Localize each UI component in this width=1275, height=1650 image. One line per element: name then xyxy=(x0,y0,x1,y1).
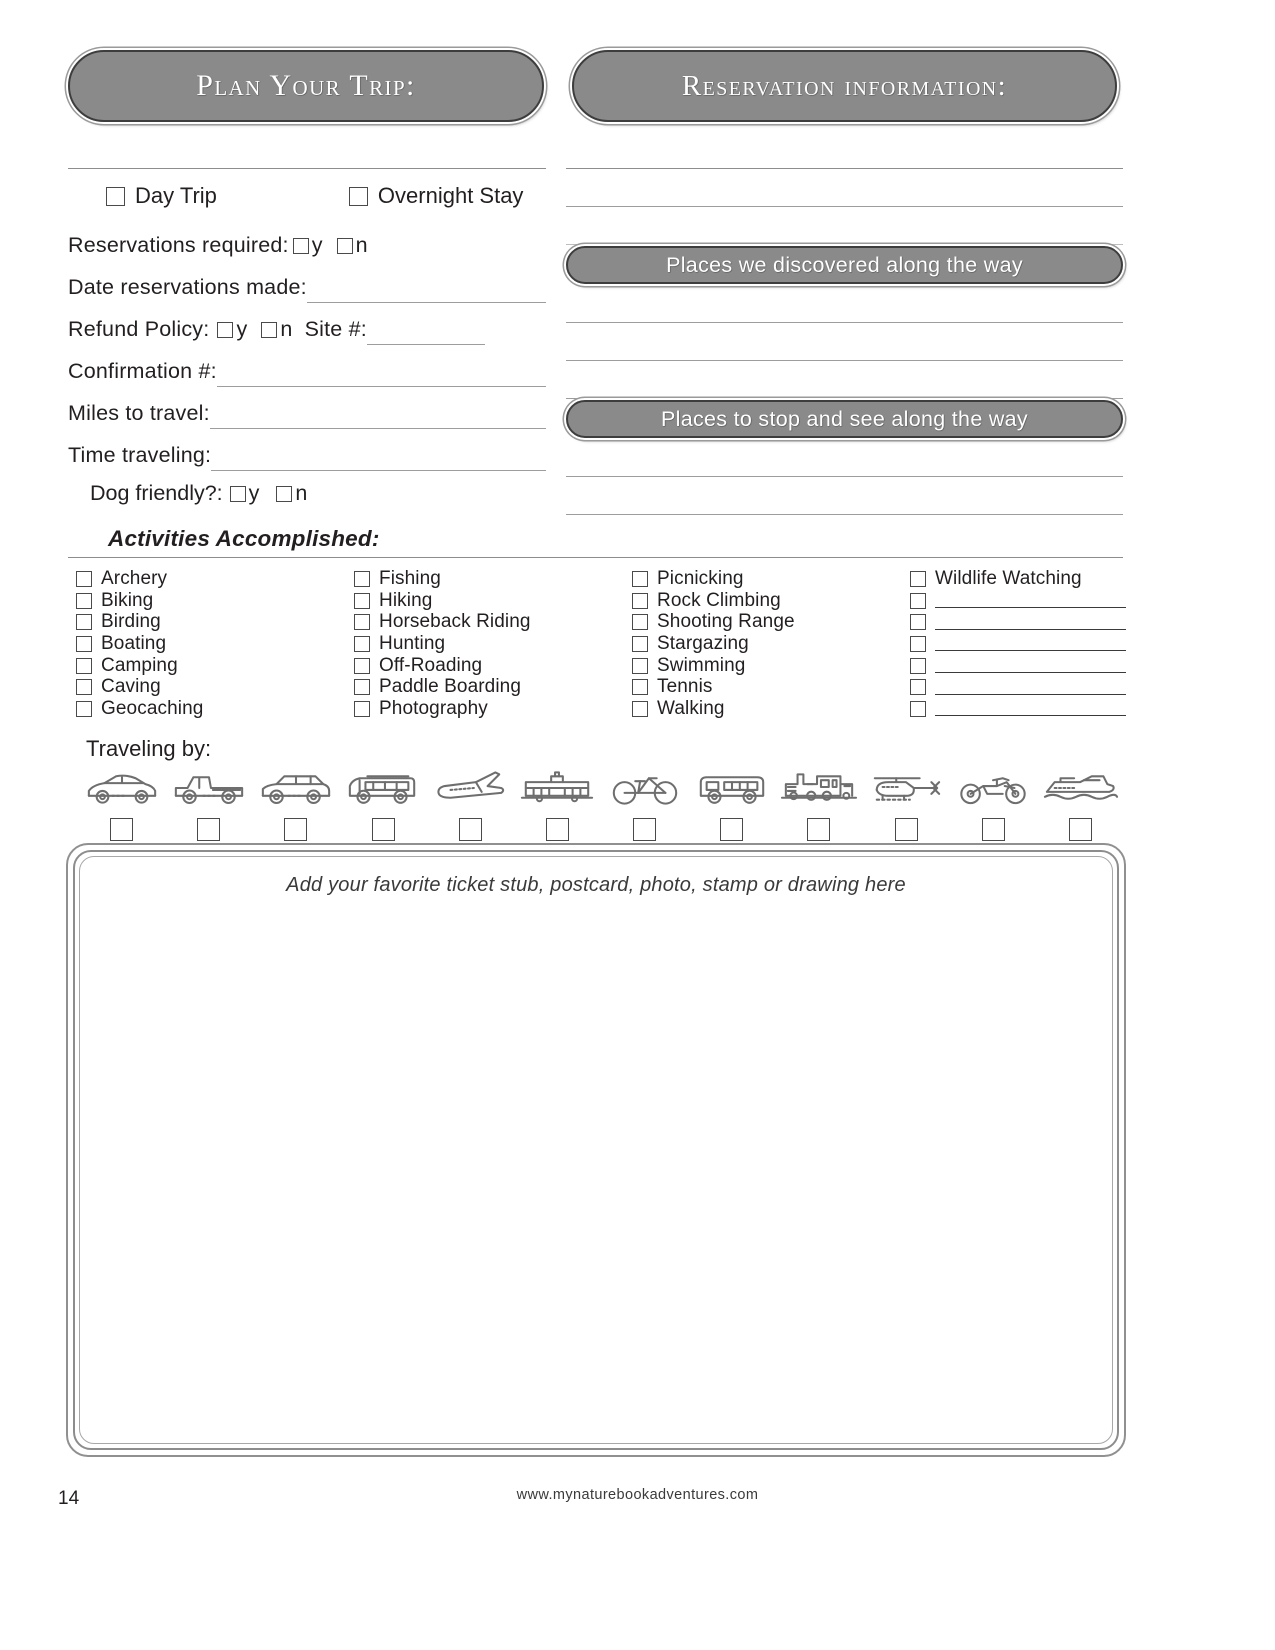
vehicle-checkbox[interactable] xyxy=(197,818,220,841)
activity-checkbox[interactable] xyxy=(354,701,370,717)
discovered-line-2[interactable] xyxy=(566,207,1123,245)
activity-item[interactable] xyxy=(632,611,910,633)
photo-frame[interactable] xyxy=(66,843,1126,1457)
refund-policy-label: Refund Policy: xyxy=(68,317,210,341)
tram-icon xyxy=(518,768,596,808)
page-number: 14 xyxy=(58,1488,80,1509)
activity-checkbox[interactable] xyxy=(632,614,648,630)
dog-friendly-no-label: n xyxy=(295,481,308,505)
refund-policy-yes-label: y xyxy=(236,317,248,341)
activity-write-in[interactable] xyxy=(910,611,1126,633)
vehicle-option-rv-camper[interactable] xyxy=(339,768,426,841)
activity-checkbox[interactable] xyxy=(910,658,926,674)
activity-checkbox[interactable] xyxy=(354,593,370,609)
vehicle-checkbox[interactable] xyxy=(284,818,307,841)
activity-write-in[interactable] xyxy=(910,633,1126,655)
activity-checkbox[interactable] xyxy=(632,593,648,609)
stop-line-3[interactable] xyxy=(566,515,1123,553)
activity-write-in[interactable] xyxy=(910,655,1126,677)
activities-column-3 xyxy=(632,568,910,720)
activity-label: Swimming xyxy=(657,654,746,676)
date-reservations-made-row xyxy=(68,261,546,303)
activity-checkbox[interactable] xyxy=(76,636,92,652)
vehicle-checkbox[interactable] xyxy=(1069,818,1092,841)
places-to-stop-banner: Places to stop and see along the way xyxy=(566,400,1123,438)
activity-label: Archery xyxy=(101,567,168,589)
activity-checkbox[interactable] xyxy=(76,571,92,587)
activities-column-1 xyxy=(76,568,354,720)
vehicle-option-pickup-truck[interactable] xyxy=(165,768,252,841)
dog-friendly-yes-label: y xyxy=(248,481,260,505)
activity-checkbox[interactable] xyxy=(354,679,370,695)
trip-type-row xyxy=(68,169,546,219)
time-traveling-input[interactable] xyxy=(211,445,546,471)
site-number-input[interactable] xyxy=(367,319,485,345)
suv-icon xyxy=(257,768,335,808)
vehicle-checkbox[interactable] xyxy=(110,818,133,841)
traveling-by-label: Traveling by: xyxy=(86,736,212,761)
activity-checkbox[interactable] xyxy=(76,679,92,695)
activity-checkbox[interactable] xyxy=(354,571,370,587)
activity-checkbox[interactable] xyxy=(910,593,926,609)
activity-label: Biking xyxy=(101,589,154,611)
activities-column-4 xyxy=(910,568,1126,720)
traveling-by-icons xyxy=(78,768,1124,841)
activity-item[interactable] xyxy=(910,568,1126,590)
activity-item[interactable] xyxy=(632,698,910,720)
plan-your-trip-section xyxy=(68,168,546,552)
day-trip-checkbox[interactable] xyxy=(106,187,125,206)
activity-label: Horseback Riding xyxy=(379,611,531,633)
activity-checkbox[interactable] xyxy=(910,571,926,587)
activity-label: Paddle Boarding xyxy=(379,676,521,698)
activity-label: Shooting Range xyxy=(657,611,795,633)
activity-checkbox[interactable] xyxy=(632,658,648,674)
discovered-line-1[interactable] xyxy=(566,169,1123,207)
activity-write-in-line[interactable] xyxy=(935,593,1126,608)
pickup-truck-icon xyxy=(170,768,248,808)
car-icon xyxy=(83,768,161,808)
activity-checkbox[interactable] xyxy=(632,701,648,717)
activity-write-in-line[interactable] xyxy=(935,636,1126,651)
activity-label: Walking xyxy=(657,697,725,719)
refund-policy-row xyxy=(68,303,546,345)
helicopter-icon xyxy=(867,768,945,808)
stop-line-2[interactable] xyxy=(566,477,1123,515)
vehicle-checkbox[interactable] xyxy=(372,818,395,841)
vehicle-checkbox[interactable] xyxy=(895,818,918,841)
airplane-icon xyxy=(431,768,509,808)
activity-label: Caving xyxy=(101,676,161,698)
vehicle-checkbox[interactable] xyxy=(720,818,743,841)
activity-label: Hunting xyxy=(379,632,446,654)
vehicle-option-motorcycle[interactable] xyxy=(950,768,1037,841)
overnight-stay-checkbox[interactable] xyxy=(349,187,368,206)
activity-checkbox[interactable] xyxy=(910,614,926,630)
activity-label: Picnicking xyxy=(657,567,744,589)
activity-item[interactable] xyxy=(354,633,632,655)
refund-policy-yes-checkbox[interactable] xyxy=(217,322,233,338)
time-traveling-label: Time traveling: xyxy=(68,443,212,467)
activity-write-in[interactable] xyxy=(910,590,1126,612)
activity-item[interactable] xyxy=(76,590,354,612)
places-discovered-banner: Places we discovered along the way xyxy=(566,246,1123,284)
activity-item[interactable] xyxy=(354,568,632,590)
activity-checkbox[interactable] xyxy=(632,636,648,652)
activity-item[interactable] xyxy=(632,676,910,698)
activity-checkbox[interactable] xyxy=(76,614,92,630)
activity-checkbox[interactable] xyxy=(354,658,370,674)
vehicle-option-helicopter[interactable] xyxy=(862,768,949,841)
activity-label: Stargazing xyxy=(657,632,749,654)
rv-camper-icon xyxy=(344,768,422,808)
activity-item[interactable] xyxy=(76,655,354,677)
activities-accomplished-title: Activities Accomplished: xyxy=(108,526,380,551)
activity-label: Off-Roading xyxy=(379,654,483,676)
miles-to-travel-label: Miles to travel: xyxy=(68,401,210,425)
activity-item[interactable] xyxy=(632,633,910,655)
bus-icon xyxy=(693,768,771,808)
activity-checkbox[interactable] xyxy=(76,701,92,717)
activity-label: Tennis xyxy=(657,676,713,698)
activity-checkbox[interactable] xyxy=(910,701,926,717)
activity-item[interactable] xyxy=(354,590,632,612)
vehicle-option-airplane[interactable] xyxy=(427,768,514,841)
activity-checkbox[interactable] xyxy=(910,679,926,695)
activity-item[interactable] xyxy=(76,698,354,720)
boat-icon xyxy=(1041,768,1119,808)
photo-frame-border-inner xyxy=(79,856,1113,1444)
reservation-information-banner: Reservation information: xyxy=(572,50,1117,122)
dog-friendly-label: Dog friendly?: xyxy=(90,481,223,505)
activity-checkbox[interactable] xyxy=(632,571,648,587)
vehicle-checkbox[interactable] xyxy=(459,818,482,841)
vehicle-option-suv[interactable] xyxy=(252,768,339,841)
activity-item[interactable] xyxy=(632,568,910,590)
reservation-information-section xyxy=(566,168,1123,553)
activity-write-in-line[interactable] xyxy=(935,680,1126,695)
activity-label: Birding xyxy=(101,611,161,633)
photo-frame-border-middle xyxy=(73,850,1119,1450)
dog-friendly-row xyxy=(68,471,546,506)
activity-checkbox[interactable] xyxy=(76,658,92,674)
dog-friendly-no-checkbox[interactable] xyxy=(276,486,292,502)
vehicle-checkbox[interactable] xyxy=(807,818,830,841)
activity-label: Camping xyxy=(101,654,178,676)
vehicle-checkbox[interactable] xyxy=(546,818,569,841)
activity-checkbox[interactable] xyxy=(354,636,370,652)
activity-item[interactable] xyxy=(76,611,354,633)
activity-label: Photography xyxy=(379,697,488,719)
photo-frame-caption: Add your favorite ticket stub, postcard, photo, stamp or drawing here xyxy=(286,874,906,896)
discovered-line-4[interactable] xyxy=(566,323,1123,361)
reservations-required-label: Reservations required: xyxy=(68,233,289,257)
plan-your-trip-banner: Plan Your Trip: xyxy=(68,50,544,122)
activity-label: Hiking xyxy=(379,589,433,611)
activity-write-in-line[interactable] xyxy=(935,658,1126,673)
activity-write-in-line[interactable] xyxy=(935,701,1126,716)
overnight-stay-label: Overnight Stay xyxy=(377,183,524,208)
train-locomotive-icon xyxy=(780,768,858,808)
activity-item[interactable] xyxy=(76,568,354,590)
vehicle-option-boat[interactable] xyxy=(1037,768,1124,841)
activity-write-in-line[interactable] xyxy=(935,615,1126,630)
miles-to-travel-row xyxy=(68,387,546,429)
stop-line-1[interactable] xyxy=(566,439,1123,477)
activities-column-2 xyxy=(354,568,632,720)
vehicle-checkbox[interactable] xyxy=(633,818,656,841)
vehicle-option-tram[interactable] xyxy=(514,768,601,841)
refund-policy-no-label: n xyxy=(280,317,293,341)
activity-item[interactable] xyxy=(354,655,632,677)
reservations-required-no-checkbox[interactable] xyxy=(337,238,353,254)
activity-label: Wildlife Watching xyxy=(935,567,1082,589)
activity-checkbox[interactable] xyxy=(76,593,92,609)
confirmation-number-row xyxy=(68,345,546,387)
reservations-required-yes-checkbox[interactable] xyxy=(293,238,309,254)
miles-to-travel-input[interactable] xyxy=(210,403,546,429)
activity-label: Rock Climbing xyxy=(657,589,781,611)
activities-divider xyxy=(68,557,1123,558)
activity-item[interactable] xyxy=(632,590,910,612)
activity-write-in[interactable] xyxy=(910,676,1126,698)
activity-write-in[interactable] xyxy=(910,698,1126,720)
discovered-line-5[interactable] xyxy=(566,361,1123,399)
activity-label: Fishing xyxy=(379,567,441,589)
website-url: www.mynaturebookadventures.com xyxy=(516,1487,759,1503)
activity-label: Geocaching xyxy=(101,697,204,719)
reservations-required-yes-label: y xyxy=(311,233,323,257)
activity-checkbox[interactable] xyxy=(632,679,648,695)
activity-label: Boating xyxy=(101,632,167,654)
confirmation-number-label: Confirmation #: xyxy=(68,359,217,383)
activity-item[interactable] xyxy=(354,698,632,720)
discovered-line-3[interactable] xyxy=(566,285,1123,323)
activity-item[interactable] xyxy=(354,676,632,698)
refund-policy-no-checkbox[interactable] xyxy=(261,322,277,338)
site-number-label: Site #: xyxy=(304,317,367,341)
header-banners xyxy=(68,50,1123,122)
confirmation-number-input[interactable] xyxy=(217,361,546,387)
activity-checkbox[interactable] xyxy=(354,614,370,630)
activity-item[interactable] xyxy=(76,676,354,698)
reservations-required-row xyxy=(68,219,546,261)
vehicle-checkbox[interactable] xyxy=(982,818,1005,841)
activities-grid xyxy=(76,568,1126,720)
reservations-required-no-label: n xyxy=(355,233,368,257)
dog-friendly-yes-checkbox[interactable] xyxy=(230,486,246,502)
bicycle-icon xyxy=(606,768,684,808)
vehicle-option-bus[interactable] xyxy=(688,768,775,841)
activity-item[interactable] xyxy=(354,611,632,633)
vehicle-option-car[interactable] xyxy=(78,768,165,841)
motorcycle-icon xyxy=(954,768,1032,808)
activity-item[interactable] xyxy=(76,633,354,655)
date-reservations-made-input[interactable] xyxy=(307,277,546,303)
date-reservations-made-label: Date reservations made: xyxy=(68,275,307,299)
time-traveling-row xyxy=(68,429,546,471)
activity-checkbox[interactable] xyxy=(910,636,926,652)
vehicle-option-bicycle[interactable] xyxy=(601,768,688,841)
activity-item[interactable] xyxy=(632,655,910,677)
vehicle-option-train-locomotive[interactable] xyxy=(775,768,862,841)
day-trip-label: Day Trip xyxy=(135,183,217,208)
